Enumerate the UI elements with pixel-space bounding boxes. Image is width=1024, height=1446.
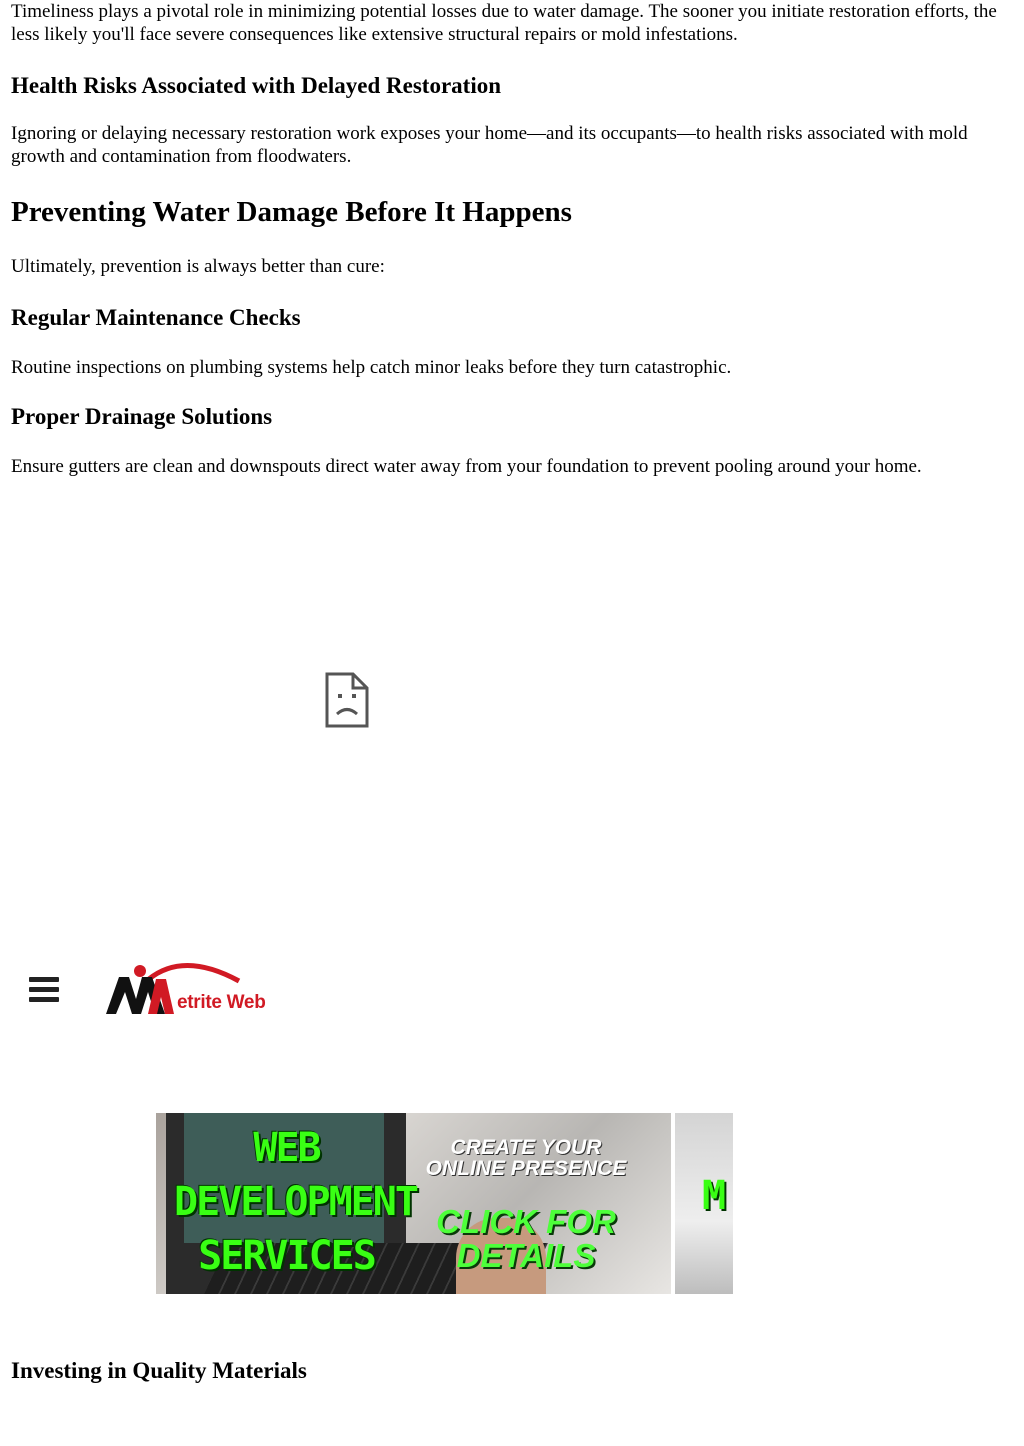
paragraph-timeliness: Timeliness plays a pivotal role in minimizing potential losses due to water damage. The sooner you initiate restoration efforts, the less likely you'll face severe consequences like extensive structural repairs or mold infestations. — [11, 1, 997, 45]
paragraph-drainage: Ensure gutters are clean and downspouts direct water away from your foundation to prevent pooling around your home. — [11, 456, 922, 477]
broken-image-icon — [325, 672, 369, 728]
paragraph-health-risks: Ignoring or delaying necessary restoration work exposes your home—and its occupants—to health risks associated with mold growth and contamination from floodwaters. — [11, 123, 968, 167]
metrite-web-logo[interactable] — [104, 957, 284, 1019]
hamburger-menu-icon[interactable] — [29, 977, 59, 1003]
banner-partial-text: M — [702, 1173, 727, 1219]
banner-cta-text: CLICK FOR DETAILS — [436, 1203, 616, 1274]
banner-service-text: WEB DEVELOPMENT SERVICES — [174, 1125, 417, 1279]
heading-regular-maintenance: Regular Maintenance Checks — [11, 305, 301, 330]
heading-proper-drainage: Proper Drainage Solutions — [11, 404, 273, 429]
banner-presence-text: CREATE YOUR ONLINE PRESENCE — [425, 1136, 627, 1180]
logo-text: etrite Web — [177, 992, 266, 1013]
paragraph-maintenance: Routine inspections on plumbing systems help catch minor leaks before they turn catastrophic. — [11, 357, 732, 378]
heading-quality-materials: Investing in Quality Materials — [11, 1358, 307, 1383]
paragraph-prevention: Ultimately, prevention is always better than cure: — [11, 256, 385, 277]
heading-health-risks: Health Risks Associated with Delayed Restoration — [11, 73, 502, 98]
web-development-ad-banner[interactable] — [156, 1113, 733, 1294]
heading-preventing-water-damage: Preventing Water Damage Before It Happens — [11, 196, 572, 228]
